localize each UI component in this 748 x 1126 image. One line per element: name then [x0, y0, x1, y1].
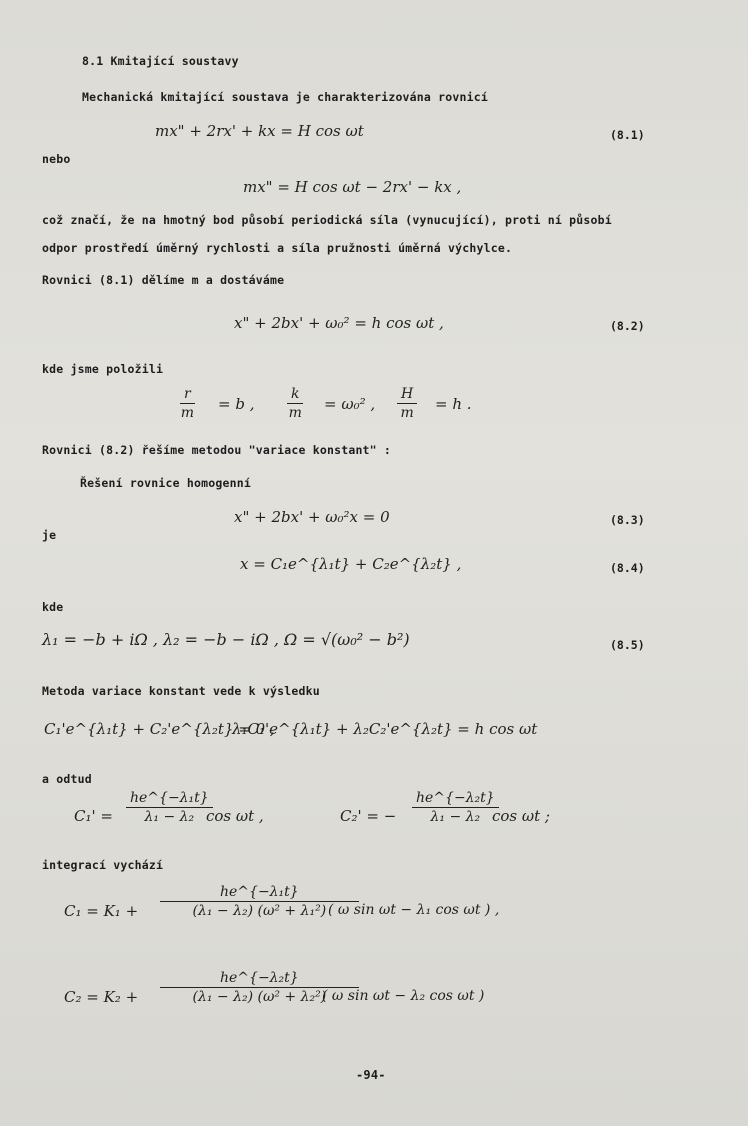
fraction-r-over-m — [180, 386, 195, 421]
paragraph-line: kde jsme položili — [42, 362, 164, 376]
definition-rhs: = h . — [435, 395, 472, 413]
fraction-denominator: m — [400, 405, 414, 421]
fraction-h-over-m — [397, 386, 417, 421]
equation-8-4: x = C₁e^{λ₁t} + C₂e^{λ₂t} , — [240, 555, 462, 573]
fraction-numerator: he^{−λ₂t} — [412, 790, 499, 808]
fraction-denominator: m — [288, 405, 302, 421]
fraction-numerator: he^{−λ₁t} — [160, 884, 359, 902]
definition-rhs: = ω₀² , — [324, 395, 376, 413]
fraction-numerator: k — [287, 386, 303, 404]
equation-number: (8.2) — [610, 319, 645, 333]
c1-prime-fraction — [126, 790, 213, 825]
paragraph-line: integrací vychází — [42, 858, 164, 872]
equation-number: (8.1) — [610, 128, 645, 142]
equation-number: (8.4) — [610, 561, 645, 575]
text-je: je — [42, 528, 57, 542]
c2-tail: ( ω sin ωt − λ₂ cos ωt ) — [322, 988, 485, 1004]
paragraph-line: Rovnici (8.2) řešíme metodou "variace konstant" : — [42, 443, 392, 457]
equation-variation-2: λ₁C₁'e^{λ₁t} + λ₂C₂'e^{λ₂t} = h cos ωt — [232, 720, 538, 738]
fraction-numerator: r — [180, 386, 195, 404]
fraction-denominator: λ₁ − λ₂ — [430, 809, 481, 825]
page-number: -94- — [356, 1068, 386, 1082]
section-title: 8.1 Kmitající soustavy — [82, 54, 239, 68]
fraction-denominator: λ₁ − λ₂ — [144, 809, 195, 825]
equation-8-5: λ₁ = −b + iΩ , λ₂ = −b − iΩ , Ω = √(ω₀² − b²) — [42, 630, 410, 649]
c1-tail: ( ω sin ωt − λ₁ cos ωt ) , — [328, 902, 500, 918]
paragraph-line: Řešení rovnice homogenní — [80, 476, 251, 490]
fraction-numerator: H — [397, 386, 417, 404]
c1-lhs: C₁ = K₁ + — [64, 902, 139, 920]
equation-number: (8.3) — [610, 513, 645, 527]
equation-8-3: x" + 2bx' + ω₀²x = 0 — [234, 508, 390, 526]
fraction-denominator: (λ₁ − λ₂) (ω² + λ₂²) — [192, 989, 327, 1005]
c2-prime-lhs: C₂' = − — [340, 807, 397, 825]
paragraph-line: Rovnici (8.1) dělíme m a dostáváme — [42, 273, 285, 287]
fraction-denominator: m — [180, 405, 194, 421]
fraction-denominator: (λ₁ − λ₂) (ω² + λ₁²) — [192, 903, 327, 919]
fraction-numerator: he^{−λ₂t} — [160, 970, 359, 988]
c1-prime-tail: cos ωt , — [206, 807, 264, 825]
c2-prime-tail: cos ωt ; — [492, 807, 550, 825]
equation-8-1: mx" + 2rx' + kx = H cos ωt — [155, 122, 364, 140]
definition-rhs: = b , — [218, 395, 255, 413]
paragraph-line: což značí, že na hmotný bod působí periodická síla (vynucující), proti ní působí — [42, 213, 612, 227]
fraction-numerator: he^{−λ₁t} — [126, 790, 213, 808]
c1-prime-lhs: C₁' = — [74, 807, 113, 825]
paragraph-line: odpor prostředí úměrný rychlosti a síla pružnosti úměrná výchylce. — [42, 241, 513, 255]
intro-text: Mechanická kmitající soustava je charakterizována rovnicí — [82, 90, 489, 104]
c2-lhs: C₂ = K₂ + — [64, 988, 139, 1006]
text-kde: kde — [42, 600, 64, 614]
equation-number: (8.5) — [610, 638, 645, 652]
text-a-odtud: a odtud — [42, 772, 92, 786]
c2-prime-fraction — [412, 790, 499, 825]
paragraph-line: Metoda variace konstant vede k výsledku — [42, 684, 320, 698]
equation-8-2: x" + 2bx' + ω₀² = h cos ωt , — [234, 314, 444, 332]
equation-variation-1: C₁'e^{λ₁t} + C₂'e^{λ₂t} = 0 , — [44, 720, 275, 738]
text-nebo: nebo — [42, 152, 71, 166]
fraction-k-over-m — [287, 386, 303, 421]
equation-8-1-alt: mx" = H cos ωt − 2rx' − kx , — [243, 178, 462, 196]
